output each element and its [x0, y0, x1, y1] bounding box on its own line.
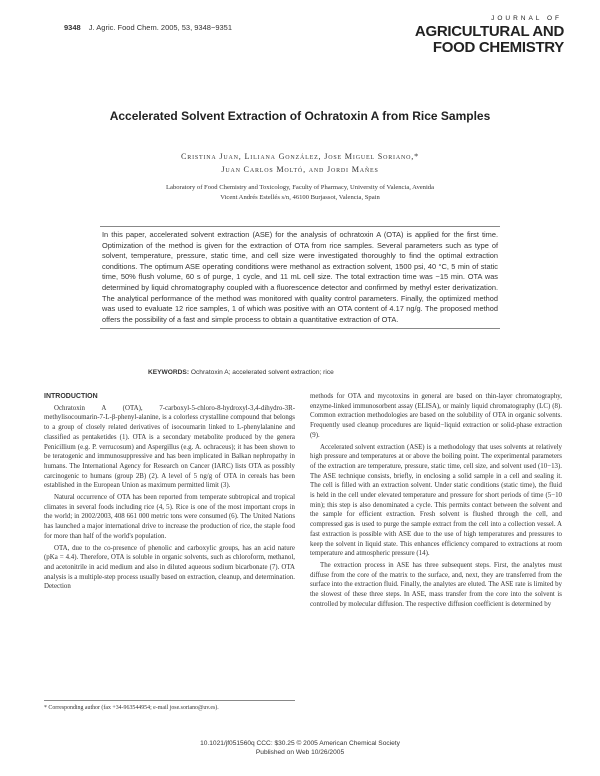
journal-logo-line1: JOURNAL OF	[491, 15, 562, 22]
journal-logo-line2: AGRICULTURAL AND	[414, 22, 564, 40]
paragraph: Natural occurrence of OTA has been reported from temperate subtropical and tropical climates in several foods including rice (4, 5). Rice is one of the most important crops in the world; in 2002/2003, 408 661 000 metric tons were consumed (6). The United Nations has launched a major international drive to increase the production of rice, the staple food for more than half of the world's population.	[44, 494, 295, 540]
affiliation	[110, 183, 490, 203]
keywords-label: KEYWORDS:	[148, 369, 190, 376]
running-header	[64, 16, 564, 66]
paragraph: Accelerated solvent extraction (ASE) is a methodology that uses solvents at relatively high pressure and temperatures at or above the boiling point. The experimental parameters of the extraction are temperature, pressure, static time, cell size, and solvent used (10−13). The ASE technique consists, briefly, in enclosing a solid sample in a cell and sealing it. The cell is filled with an extraction solvent. Under static conditions (static time), the fluid is held in the cell under elevated temperature and pressure for short periods of time (5−10 min); this step is also denominated a cycle. This permits contact between the solvent and the sample for efficient extraction. Fresh solvent is flushed through the cell, and compressed gas is used to purge the sample extract from the cell into a collection vessel. A fast extraction is possible with ASE due to the use of high temperatures and pressures to keep the solvent in liquid state. This enhances efficiency compared to extractions at room temperature and atmospheric pressure (14).	[310, 443, 562, 558]
article-title: Accelerated Solvent Extraction of Ochratoxin A from Rice Samples	[109, 109, 491, 123]
paragraph: methods for OTA and mycotoxins in general are based on thin-layer chromatography, enzyme-linked immunosorbent assay (ELISA), or mainly liquid chromatography (LC) (8). Common extraction methodologies are based on the solubility of OTA in organic solvents. Frequently used cleanup procedures are liquid−liquid extraction or solid-phase extraction (9).	[310, 393, 562, 439]
journal-citation: J. Agric. Food Chem. 2005, 53, 9348−9351	[88, 23, 233, 32]
right-column	[310, 392, 562, 611]
journal-logo	[415, 16, 564, 55]
left-column	[44, 392, 295, 594]
paragraph: Ochratoxin A (OTA), 7-carboxyl-5-chloro-8-hydroxyl-3,4-dihydro-3R-methylisocoumarin-7-L-β-phenyl-alanine, is a colorless crystalline compound that belongs to a group of closely related derivatives of isocoumarin linked to L-phenylalanine and classified as pentaketides (1). OTA is a secondary metabolite produced by the genera Penicillium (e.g. P. verrucosum) and Aspergillus (e.g. A. ochraceus); it has been shown to be teratogenic and immunosuppressive and has been implicated in Balkan nephropathy in humans. The International Agency for Research on Cancer (IARC) lists OTA as possibly carcinogenic to humans (group 2B) (2). A level of 5 ng/g of OTA in cereals has been established in the European Union as maximum permitted limit (3).	[44, 404, 295, 490]
page-footer	[0, 739, 600, 757]
publication-date: Published on Web 10/26/2005	[255, 749, 345, 756]
page-number: 9348	[64, 23, 81, 32]
affiliation-line2: Vicent Andrés Estellés s/n, 46100 Burjassot, Valencia, Spain	[220, 194, 380, 201]
author-list	[120, 150, 480, 176]
header-citation	[64, 23, 232, 32]
journal-logo-line3: FOOD CHEMISTRY	[432, 38, 564, 56]
abstract: In this paper, accelerated solvent extraction (ASE) for the analysis of ochratoxin A (OTA) is applied for the first time. Optimization of the method is given for the extraction of OTA from rice samples. Several parameters such as type of solvent, temperature, pressure, static time, and cell size were investigated thoroughly to find the optimal extraction conditions. The optimum ASE operating conditions were methanol as extraction solvent, 1500 psi, 40 °C, 5 min of static time, 50% flush volume, 60 s of purge, 1 cycle, and 11 mL cell size. The total extraction time was ~15 min. OTA was determined by liquid chromatography coupled with a fluorescence detector and confirmed by methyl ester derivatization. The analytical performance of the method was monitored with quality control parameters. Finally, the optimized method was used to evaluate 12 rice samples, 1 of which was positive with an OTA content of 4.17 ng/g. The proposed method offers the possibility of a fast and simple process to obtain a quantitative extraction of OTA.	[100, 226, 500, 329]
keywords	[148, 369, 498, 376]
doi-line: 10.1021/jf051560q CCC: $30.25 © 2005 American Chemical Society	[200, 740, 400, 747]
authors-line1: Cristina Juan, Liliana González, Jose Miguel Soriano,*	[181, 152, 419, 161]
affiliation-line1: Laboratory of Food Chemistry and Toxicology, Faculty of Pharmacy, University of Valencia, Avenida	[165, 184, 435, 191]
keywords-text: Ochratoxin A; accelerated solvent extraction; rice	[190, 369, 334, 376]
section-heading: INTRODUCTION	[44, 393, 98, 400]
authors-line2: Juan Carlos Moltó, and Jordi Mañes	[221, 165, 379, 174]
paragraph: OTA, due to the co-presence of phenolic and carboxylic groups, has an acid nature (pKa = 4.4). Therefore, OTA is soluble in organic solvents, such as chloroform, methanol, and acetonitrile in acid medium and also in diluted aqueous sodium bicarbonate (7). OTA analysis is a multiple-step process usually based on extraction, cleanup, and determination. Detection	[44, 544, 295, 591]
corresponding-author-footnote: * Corresponding author (fax +34-963544954; e-mail jose.soriano@uv.es).	[44, 700, 295, 712]
paragraph: The extraction process in ASE has three subsequent steps. First, the analytes must diffuse from the core of the matrix to the surface, and, next, they are transferred from the surface into the extraction fluid. Finally, the analytes are eluted. The ASE rate is limited by the slowest of these three steps. In ASE, mass transfer from the core into the solvent is controlled by molecular diffusion. The respective diffusion coefficient is determined by	[310, 561, 562, 608]
